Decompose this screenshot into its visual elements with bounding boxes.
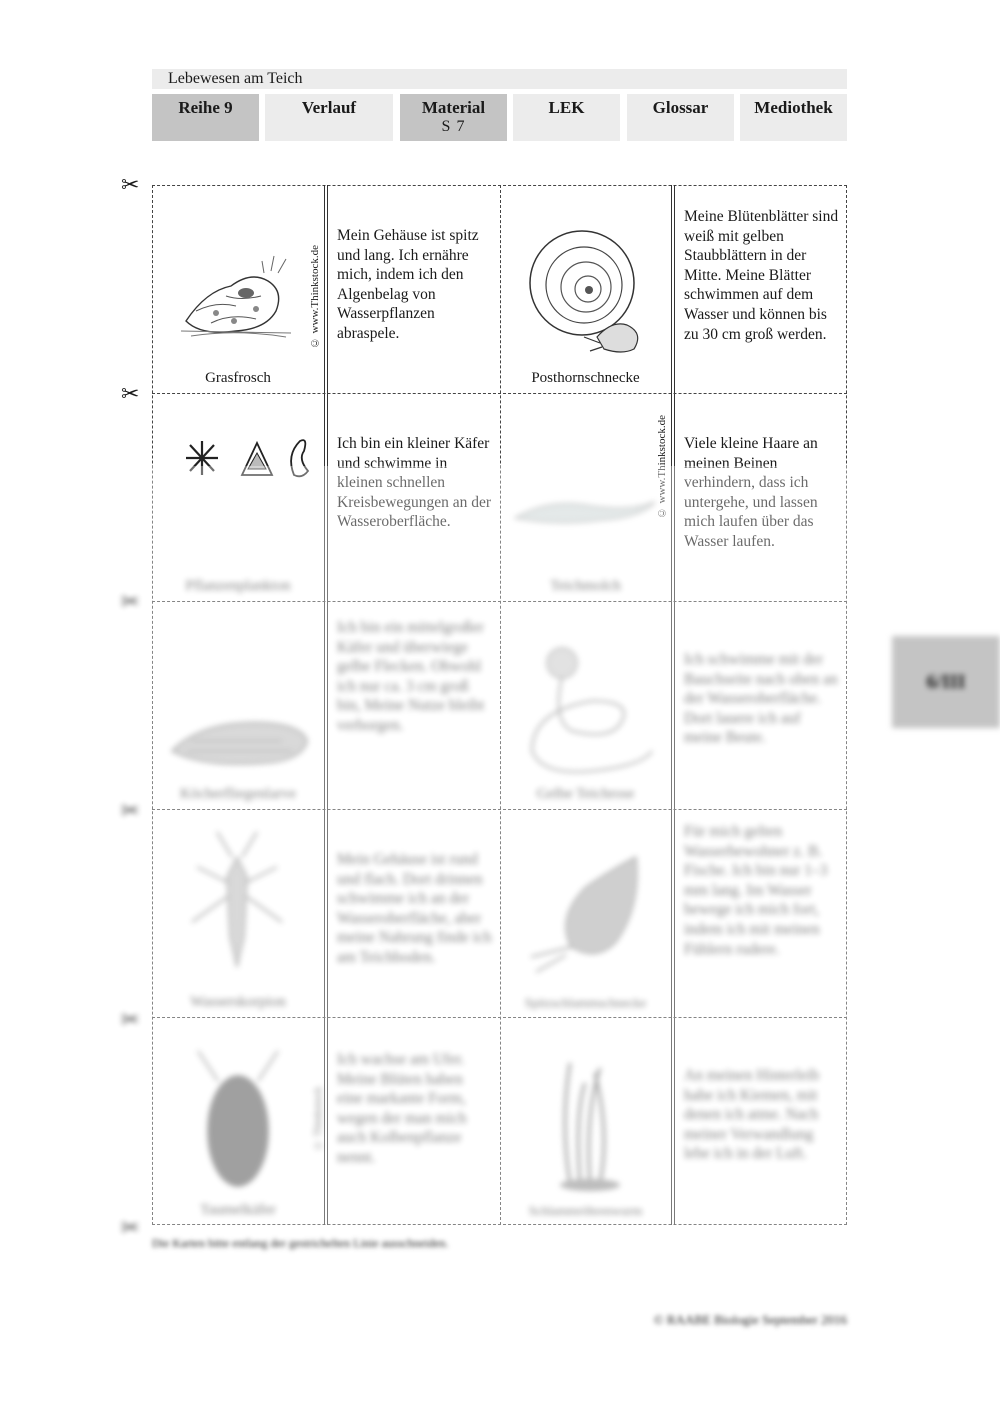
tab-label: Mediothek	[754, 98, 833, 117]
card-caption: Spitzschlammschnecke	[524, 995, 647, 1010]
card-description: Ich schwimme mit der Bauchseite nach oben an der Wasseroberfläche. Dort lauere ich auf meine Beute.	[684, 651, 838, 747]
image-credit: © Thinkstock	[312, 1087, 324, 1152]
card-description: Viele kleine Haare an meinen Beinen verhindern, dass ich untergehe, und lassen mich laufen über das Wasser laufen.	[684, 435, 818, 550]
tab-reihe[interactable]	[152, 94, 259, 141]
card-image-grasfrosch	[152, 185, 324, 393]
tab-label: Verlauf	[301, 98, 357, 117]
card-caption: Taumelkäfer	[200, 1202, 276, 1218]
scissors-icon: ✂	[121, 589, 140, 614]
card-caption: Wasserskorpion	[190, 994, 286, 1010]
tab-glossar[interactable]	[627, 94, 734, 141]
tab-lek[interactable]	[513, 94, 620, 141]
card-description: Mein Gehäuse ist rund und flach. Dort drinnen schwimme ich an der Wasseroberfläche, aber meine Nahrung finde ich am Teichboden.	[337, 851, 492, 966]
scissors-icon: ✂	[121, 172, 140, 197]
tab-label: Reihe 9	[178, 98, 233, 117]
blur-overlay	[145, 466, 857, 1256]
scissors-icon: ✂	[121, 1007, 140, 1032]
side-page-tab: 6/III	[892, 636, 1000, 728]
card-description: Meine Blütenblätter sind weiß mit gelben Staubblättern in der Mitte. Meine Blätter schwimmen auf dem Wasser und können bis zu 30 cm groß werden.	[684, 208, 839, 343]
card-caption: Schlammröhrenwurm	[528, 1203, 643, 1218]
card-description: Mein Gehäuse ist spitz und lang. Ich ernähre mich, indem ich den Algenbelag von Wasserpflanzen abraspele.	[337, 227, 479, 342]
tab-mediothek[interactable]	[740, 94, 847, 141]
tab-label: LEK	[548, 98, 585, 117]
tab-verlauf[interactable]	[265, 94, 393, 141]
image-credit: © www.Thinkstock.de	[656, 415, 668, 519]
card-caption: Teichmolch	[550, 578, 621, 594]
scissors-icon: ✂	[121, 381, 140, 406]
card-caption: Posthornschnecke	[531, 370, 640, 386]
tab-label: Material	[421, 98, 486, 117]
copyright-footer: © RAABE Biologie September 2016	[653, 1312, 847, 1327]
card-description: Ich bin ein mittelgroßer Käfer und überwiege gelbe Flecken. Obwohl ich nur ca. 3 cm groß bin, Meine Nutze bleibt verborgen.	[337, 619, 485, 734]
card-caption: Gelbe Teichrose	[536, 786, 635, 802]
image-credit: © www.Thinkstock.de	[309, 245, 321, 349]
card-description: An meinen Hinterleib habe ich Kiemen, mit denen ich atme. Nach meiner Verwandlung lebe ich in der Luft.	[684, 1067, 820, 1163]
tab-material[interactable]	[400, 94, 507, 141]
card-description: Ich bin ein kleiner Käfer und schwimme in kleinen schnellen Kreisbewegungen an der Wasseroberfläche.	[337, 435, 492, 531]
cut-instructions: Die Karten bitte entlang der gestrichelten Linie ausschneiden.	[152, 1236, 449, 1250]
tab-page-number: S 7	[441, 118, 466, 135]
page-title: Lebewesen am Teich	[152, 69, 847, 89]
snail-illustration	[522, 225, 652, 355]
card-caption: Köcherfliegenlarve	[180, 786, 296, 802]
frog-illustration	[176, 251, 296, 341]
card-image-posthornschnecke	[500, 185, 671, 393]
scissors-icon: ✂	[121, 798, 140, 823]
card-description: Ich wachse am Ufer. Meine Blüten haben eine markante Form, wegen der man mich auch Kolbenpflanze nennt.	[337, 1051, 467, 1166]
card-description: Für mich gelten Wasserbewohner z. B. Fische. Ich bin nur 1–3 mm lang. Im Wasser bewege ich mich fort, indem ich mit meinen Fühlern rudere.	[684, 823, 828, 958]
card-caption: Grasfrosch	[205, 370, 271, 386]
scissors-icon: ✂	[121, 1215, 140, 1240]
tab-label: Glossar	[652, 98, 709, 117]
card-caption: Pflanzenplankton	[185, 578, 291, 594]
